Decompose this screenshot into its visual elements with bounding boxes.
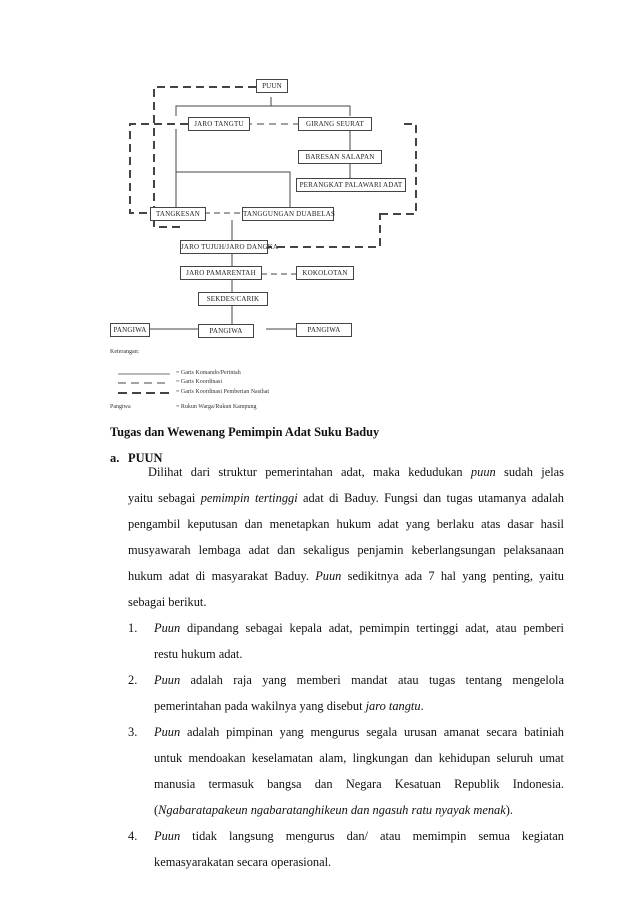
list-item-line: pemerintahan pada wakilnya yang disebut jaro tangtu. bbox=[154, 699, 424, 713]
list-item-line: kemasyarakatan secara operasional. bbox=[154, 855, 332, 869]
line-advice bbox=[130, 124, 188, 213]
paragraph-line: sebagai berikut. bbox=[128, 595, 207, 609]
org-chart-lines bbox=[110, 66, 440, 416]
legend-rukun: = Rukun Warga/Rukun Kampung bbox=[176, 404, 257, 410]
list-item-number: 4. bbox=[128, 829, 138, 843]
paragraph-line: pengambil keputusan dan menetapkan hukum adat yang berlaku atas dasar hasil bbox=[128, 517, 564, 531]
box-pangiwa-right: PANGIWA bbox=[296, 323, 352, 337]
box-jaro-tangtu: JARO TANGTU bbox=[188, 117, 250, 131]
list-item-number: 3. bbox=[128, 725, 138, 739]
list-item-line: (Ngabaratapakeun ngabaratanghikeun dan ngasuh ratu nyayak menak). bbox=[154, 803, 513, 817]
legend-koordinasi: = Garis Koordinasi bbox=[176, 379, 223, 385]
box-sekdes: SEKDES/CARIK bbox=[198, 292, 268, 306]
paragraph-line: musyawarah lembaga adat dan sekaligus penjamin keberlangsungan pelaksanaan bbox=[128, 543, 564, 557]
legend-komando: = Garis Komando/Perintah bbox=[176, 370, 241, 376]
paragraph-line: hukum adat di masyarakat Baduy. Puun sedikitnya ada 7 hal yang penting, yaitu bbox=[128, 569, 564, 583]
list-item-line: untuk mendoakan keselamatan alam, lingkungan dan kehidupan seluruh umat bbox=[154, 751, 564, 765]
org-chart bbox=[110, 66, 440, 416]
paragraph-line: yaitu sebagai pemimpin tertinggi adat di Baduy. Fungsi dan tugas utamanya adalah bbox=[128, 491, 564, 505]
sub-heading: PUUN bbox=[128, 451, 163, 465]
box-girang-seurat: GIRANG SEURAT bbox=[298, 117, 372, 131]
line-command bbox=[176, 97, 271, 116]
legend-nasihat: = Garis Koordinasi Pemberian Nasihat bbox=[176, 389, 270, 395]
box-pangiwa-center: PANGIWA bbox=[198, 324, 254, 338]
section-heading: Tugas dan Wewenang Pemimpin Adat Suku Baduy bbox=[110, 425, 380, 439]
legend-pangiwa-label: Pangiwa bbox=[110, 404, 131, 410]
list-item-line: Puun adalah raja yang memberi mandat atau tugas tentang mengelola bbox=[154, 673, 564, 687]
list-item-number: 1. bbox=[128, 621, 138, 635]
box-pangiwa-left: PANGIWA bbox=[110, 323, 150, 337]
box-jaro-tujuh: JARO TUJUH/JARO DANGKA bbox=[180, 240, 268, 254]
list-item-line: Puun dipandang sebagai kepala adat, pemimpin tertinggi adat, atau pemberi bbox=[154, 621, 564, 635]
list-item-line: Puun tidak langsung mengurus dan/ atau memimpin semua kegiatan bbox=[154, 829, 564, 843]
box-perangkat-palawari: PERANGKAT PALAWARI ADAT bbox=[296, 178, 406, 192]
box-baresan-salapan: BARESAN SALAPAN bbox=[298, 150, 382, 164]
list-item-line: restu hukum adat. bbox=[154, 647, 243, 661]
box-kokolotan: KOKOLOTAN bbox=[296, 266, 354, 280]
list-item-line: manusia termasuk bangsa dan Negara Kesatuan Republik Indonesia. bbox=[154, 777, 564, 791]
box-tangkesan: TANGKESAN bbox=[150, 207, 206, 221]
line-advice bbox=[154, 87, 256, 227]
list-item-line: Puun adalah pimpinan yang mengurus segala urusan amanat secara batiniah bbox=[154, 725, 564, 739]
box-tanggungan-duabelas: TANGGUNGAN DUABELAS bbox=[242, 207, 334, 221]
box-jaro-pamarentah: JARO PAMARENTAH bbox=[180, 266, 262, 280]
box-puun: PUUN bbox=[256, 79, 288, 93]
list-item-number: 2. bbox=[128, 673, 138, 687]
sub-heading-marker: a. bbox=[110, 451, 120, 465]
line-command bbox=[271, 106, 350, 116]
paragraph-line: Dilihat dari struktur pemerintahan adat, maka kedudukan puun sudah jelas bbox=[148, 465, 564, 479]
line-advice bbox=[382, 124, 416, 214]
line-command bbox=[176, 172, 290, 207]
legend-title: Keterangan: bbox=[110, 349, 140, 355]
